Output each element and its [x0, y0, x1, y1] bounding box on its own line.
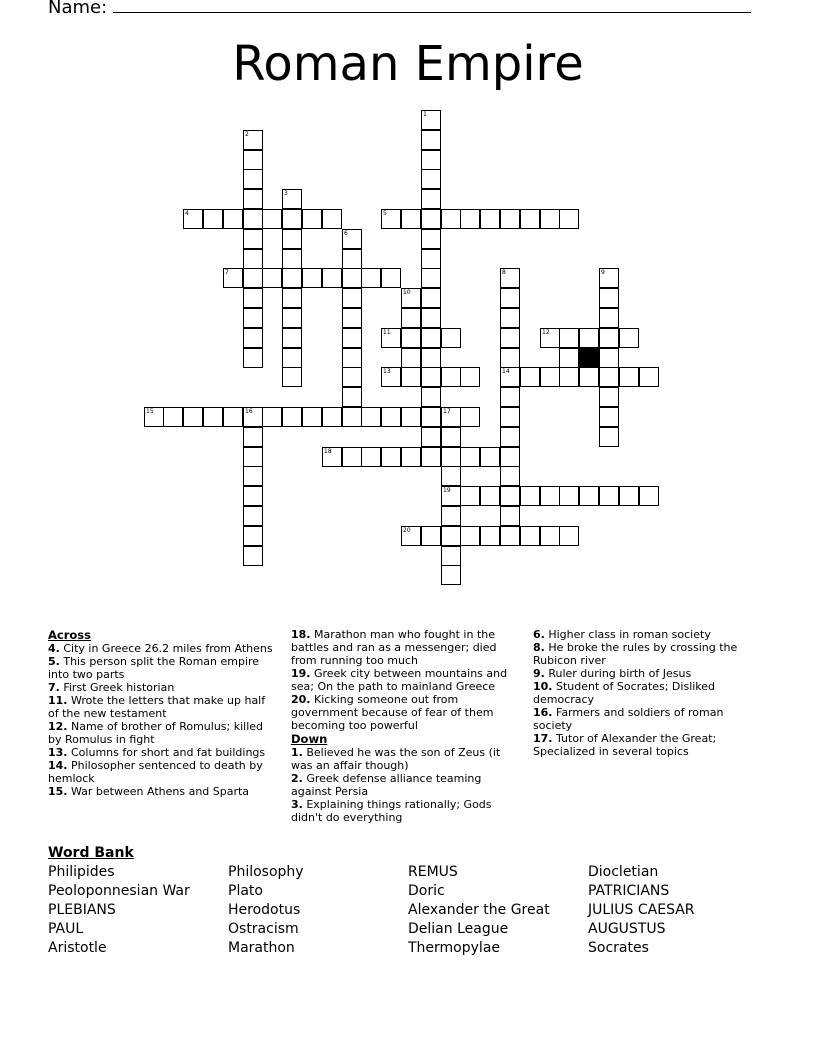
crossword-cell[interactable] — [599, 308, 619, 328]
crossword-cell[interactable] — [322, 407, 342, 427]
word-bank-item: Socrates — [588, 940, 649, 956]
crossword-cell[interactable] — [342, 407, 362, 427]
word-bank-item: Peoloponnesian War — [48, 883, 190, 899]
clue-down-16: 16. Farmers and soldiers of roman society — [533, 706, 724, 732]
crossword-cell[interactable] — [401, 288, 421, 308]
crossword-cell[interactable] — [243, 506, 263, 526]
crossword-cell[interactable] — [441, 407, 461, 427]
crossword-cell[interactable] — [243, 169, 263, 189]
clue-number: 19 — [443, 487, 451, 494]
crossword-cell[interactable] — [441, 526, 461, 546]
clue-across-18: 18. Marathon man who fought in the battles and ran as a messenger; died from running too much — [291, 628, 497, 667]
crossword-cell[interactable] — [619, 328, 639, 348]
crossword-cell[interactable] — [302, 407, 322, 427]
crossword-cell[interactable] — [401, 526, 421, 546]
crossword-cell[interactable] — [599, 288, 619, 308]
crossword-cell[interactable] — [322, 268, 342, 288]
crossword-cell[interactable] — [441, 209, 461, 229]
crossword-cell[interactable] — [441, 546, 461, 566]
crossword-black-square — [579, 348, 599, 368]
clue-number: 13 — [383, 368, 391, 375]
crossword-cell[interactable] — [342, 328, 362, 348]
clue-across-15: 15. War between Athens and Sparta — [48, 785, 250, 798]
crossword-cell[interactable] — [579, 328, 599, 348]
crossword-cell[interactable] — [579, 367, 599, 387]
crossword-cell[interactable] — [500, 209, 520, 229]
clue-number: 20 — [403, 527, 411, 534]
crossword-cell[interactable] — [342, 387, 362, 407]
clue-across-14: 14. Philosopher sentenced to death by hemlock — [48, 759, 263, 785]
clue-across-13: 13. Columns for short and fat buildings — [48, 746, 266, 759]
crossword-cell[interactable] — [361, 268, 381, 288]
clue-across-19: 19. Greek city between mountains and sea; On the path to mainland Greece — [291, 667, 508, 693]
crossword-cell[interactable] — [243, 249, 263, 269]
crossword-cell[interactable] — [243, 328, 263, 348]
clue-across-11: 11. Wrote the letters that make up half of the new testament — [48, 694, 266, 720]
word-bank-item: REMUS — [408, 864, 458, 880]
crossword-cell[interactable] — [421, 150, 441, 170]
crossword-cell[interactable] — [599, 268, 619, 288]
crossword-cell[interactable] — [441, 565, 461, 585]
crossword-cell[interactable] — [460, 447, 480, 467]
crossword-cell[interactable] — [243, 546, 263, 566]
crossword-cell[interactable] — [421, 110, 441, 130]
crossword-cell[interactable] — [282, 209, 302, 229]
crossword-cell[interactable] — [500, 486, 520, 506]
crossword-cell[interactable] — [401, 407, 421, 427]
crossword-cell[interactable] — [262, 209, 282, 229]
word-bank-item: Philosophy — [228, 864, 304, 880]
crossword-cell[interactable] — [282, 229, 302, 249]
word-bank-item: Alexander the Great — [408, 902, 550, 918]
crossword-cell[interactable] — [559, 526, 579, 546]
clue-number: 8 — [502, 269, 506, 276]
word-bank-item: Ostracism — [228, 921, 299, 937]
crossword-cell[interactable] — [342, 268, 362, 288]
crossword-cell[interactable] — [500, 348, 520, 368]
crossword-cell[interactable] — [500, 367, 520, 387]
clue-down-3: 3. Explaining things rationally; Gods didn't do everything — [291, 798, 492, 824]
crossword-cell[interactable] — [619, 367, 639, 387]
crossword-cell[interactable] — [520, 367, 540, 387]
crossword-cell[interactable] — [520, 209, 540, 229]
crossword-cell[interactable] — [599, 427, 619, 447]
crossword-cell[interactable] — [282, 189, 302, 209]
crossword-cell[interactable] — [480, 447, 500, 467]
crossword-cell[interactable] — [480, 209, 500, 229]
clues-column-3 — [533, 628, 758, 758]
crossword-cell[interactable] — [441, 447, 461, 467]
crossword-cell[interactable] — [401, 447, 421, 467]
crossword-cell[interactable] — [500, 308, 520, 328]
crossword-cell[interactable] — [540, 328, 560, 348]
crossword-cell[interactable] — [401, 308, 421, 328]
crossword-cell[interactable] — [282, 268, 302, 288]
word-bank-title: Word Bank — [48, 845, 134, 861]
crossword-cell[interactable] — [282, 328, 302, 348]
crossword-cell[interactable] — [262, 407, 282, 427]
crossword-cell[interactable] — [460, 407, 480, 427]
crossword-cell[interactable] — [282, 407, 302, 427]
crossword-cell[interactable] — [421, 328, 441, 348]
crossword-cell[interactable] — [203, 209, 223, 229]
crossword-cell[interactable] — [559, 328, 579, 348]
crossword-cell[interactable] — [243, 268, 263, 288]
crossword-cell[interactable] — [243, 288, 263, 308]
crossword-cell[interactable] — [144, 407, 164, 427]
crossword-cell[interactable] — [460, 526, 480, 546]
clue-number: 6 — [344, 230, 348, 237]
crossword-cell[interactable] — [540, 486, 560, 506]
word-bank-item: Doric — [408, 883, 445, 899]
crossword-cell[interactable] — [282, 308, 302, 328]
crossword-cell[interactable] — [480, 526, 500, 546]
crossword-cell[interactable] — [243, 466, 263, 486]
crossword-cell[interactable] — [599, 486, 619, 506]
crossword-cell[interactable] — [401, 367, 421, 387]
word-bank-item: PATRICIANS — [588, 883, 670, 899]
clue-number: 11 — [383, 329, 391, 336]
crossword-cell[interactable] — [500, 427, 520, 447]
word-bank-item: AUGUSTUS — [588, 921, 666, 937]
crossword-cell[interactable] — [421, 526, 441, 546]
crossword-cell[interactable] — [381, 447, 401, 467]
crossword-cell[interactable] — [243, 189, 263, 209]
crossword-cell[interactable] — [421, 387, 441, 407]
word-bank-item: Thermopylae — [408, 940, 501, 956]
crossword-cell[interactable] — [243, 447, 263, 467]
clue-number: 4 — [185, 210, 189, 217]
clue-down-9: 9. Ruler during birth of Jesus — [533, 667, 692, 680]
word-bank-item: PLEBIANS — [48, 902, 116, 918]
crossword-cell[interactable] — [163, 407, 183, 427]
crossword-cell[interactable] — [421, 427, 441, 447]
crossword-cell[interactable] — [401, 209, 421, 229]
crossword-cell[interactable] — [342, 229, 362, 249]
crossword-cell[interactable] — [421, 169, 441, 189]
clues-column-2 — [291, 628, 521, 824]
crossword-cell[interactable] — [500, 506, 520, 526]
clue-down-10: 10. Student of Socrates; Disliked democracy — [533, 680, 716, 706]
crossword-cell[interactable] — [480, 486, 500, 506]
clue-number: 7 — [225, 269, 229, 276]
clue-number: 9 — [601, 269, 605, 276]
crossword-cell[interactable] — [322, 209, 342, 229]
crossword-cell[interactable] — [599, 348, 619, 368]
crossword-cell[interactable] — [559, 348, 579, 368]
clue-down-2: 2. Greek defense alliance teaming against Persia — [291, 772, 482, 798]
crossword-cell[interactable] — [421, 209, 441, 229]
clue-down-6: 6. Higher class in roman society — [533, 628, 711, 641]
crossword-cell[interactable] — [540, 209, 560, 229]
word-bank-item: Delian League — [408, 921, 509, 937]
name-label: Name: — [48, 0, 108, 18]
crossword-cell[interactable] — [223, 407, 243, 427]
crossword-cell[interactable] — [243, 348, 263, 368]
crossword-cell[interactable] — [540, 526, 560, 546]
clue-number: 10 — [403, 289, 411, 296]
word-bank-item: JULIUS CAESAR — [588, 902, 695, 918]
crossword-cell[interactable] — [243, 209, 263, 229]
crossword-cell[interactable] — [639, 367, 659, 387]
crossword-cell[interactable] — [559, 367, 579, 387]
word-bank-item: Diocletian — [588, 864, 659, 880]
clue-down-17: 17. Tutor of Alexander the Great; Specialized in several topics — [533, 732, 717, 758]
crossword-cell[interactable] — [183, 209, 203, 229]
crossword-cell[interactable] — [421, 308, 441, 328]
crossword-cell[interactable] — [282, 288, 302, 308]
across-heading: Across — [48, 628, 91, 642]
word-bank-item: Herodotus — [228, 902, 301, 918]
clue-down-1: 1. Believed he was the son of Zeus (it was an affair though) — [291, 746, 501, 772]
clue-number: 1 — [423, 111, 427, 118]
clue-down-8: 8. He broke the rules by crossing the Rubicon river — [533, 641, 738, 667]
crossword-cell[interactable] — [441, 506, 461, 526]
crossword-cell[interactable] — [282, 348, 302, 368]
clue-number: 18 — [324, 448, 332, 455]
crossword-cell[interactable] — [599, 328, 619, 348]
crossword-cell[interactable] — [361, 407, 381, 427]
crossword-cell[interactable] — [441, 486, 461, 506]
crossword-cell[interactable] — [441, 466, 461, 486]
crossword-cell[interactable] — [421, 130, 441, 150]
clue-across-4: 4. City in Greece 26.2 miles from Athens — [48, 642, 273, 655]
crossword-cell[interactable] — [243, 526, 263, 546]
crossword-cell[interactable] — [599, 407, 619, 427]
word-bank-item: Plato — [228, 883, 263, 899]
crossword-cell[interactable] — [401, 348, 421, 368]
crossword-cell[interactable] — [500, 447, 520, 467]
clue-across-20: 20. Kicking someone out from government because of fear of them becoming too powerful — [291, 693, 494, 732]
crossword-cell[interactable] — [500, 466, 520, 486]
crossword-cell[interactable] — [342, 447, 362, 467]
crossword-cell[interactable] — [302, 209, 322, 229]
clue-number: 15 — [146, 408, 154, 415]
crossword-cell[interactable] — [381, 367, 401, 387]
crossword-cell[interactable] — [342, 348, 362, 368]
crossword-cell[interactable] — [342, 367, 362, 387]
crossword-cell[interactable] — [421, 447, 441, 467]
crossword-cell[interactable] — [500, 328, 520, 348]
crossword-cell[interactable] — [243, 407, 263, 427]
crossword-cell[interactable] — [243, 486, 263, 506]
clue-number: 5 — [383, 210, 387, 217]
clue-number: 3 — [284, 190, 288, 197]
crossword-cell[interactable] — [282, 249, 302, 269]
crossword-cell[interactable] — [500, 387, 520, 407]
crossword-cell[interactable] — [599, 367, 619, 387]
crossword-cell[interactable] — [421, 407, 441, 427]
clue-number: 12 — [542, 329, 550, 336]
crossword-cell[interactable] — [441, 328, 461, 348]
word-bank-item: Philipides — [48, 864, 115, 880]
crossword-cell[interactable] — [381, 328, 401, 348]
crossword-cell[interactable] — [421, 189, 441, 209]
crossword-cell[interactable] — [322, 447, 342, 467]
crossword-cell[interactable] — [243, 150, 263, 170]
crossword-cell[interactable] — [342, 249, 362, 269]
crossword-cell[interactable] — [540, 367, 560, 387]
crossword-cell[interactable] — [223, 209, 243, 229]
crossword-cell[interactable] — [421, 268, 441, 288]
crossword-cell[interactable] — [460, 209, 480, 229]
crossword-cell[interactable] — [500, 526, 520, 546]
clue-number: 16 — [245, 408, 253, 415]
crossword-cell[interactable] — [342, 308, 362, 328]
crossword-cell[interactable] — [500, 268, 520, 288]
crossword-cell[interactable] — [619, 486, 639, 506]
clue-across-7: 7. First Greek historian — [48, 681, 175, 694]
crossword-cell[interactable] — [559, 209, 579, 229]
crossword-cell[interactable] — [262, 268, 282, 288]
crossword-cell[interactable] — [441, 427, 461, 447]
crossword-cell[interactable] — [520, 486, 540, 506]
crossword-cell[interactable] — [599, 387, 619, 407]
crossword-cell[interactable] — [282, 367, 302, 387]
crossword-cell[interactable] — [500, 407, 520, 427]
clues-column-1 — [48, 628, 278, 798]
crossword-cell[interactable] — [500, 288, 520, 308]
clue-across-5: 5. This person split the Roman empire into two parts — [48, 655, 260, 681]
crossword-cell[interactable] — [520, 526, 540, 546]
crossword-cell[interactable] — [183, 407, 203, 427]
crossword-cell[interactable] — [421, 288, 441, 308]
crossword-cell[interactable] — [381, 407, 401, 427]
crossword-cell[interactable] — [460, 367, 480, 387]
down-heading: Down — [291, 732, 328, 746]
crossword-cell[interactable] — [243, 427, 263, 447]
crossword-cell[interactable] — [441, 367, 461, 387]
crossword-cell[interactable] — [223, 268, 243, 288]
crossword-cell[interactable] — [243, 130, 263, 150]
word-bank-item: PAUL — [48, 921, 84, 937]
page-title: Roman Empire — [232, 36, 584, 92]
crossword-cell[interactable] — [203, 407, 223, 427]
crossword-cell[interactable] — [421, 348, 441, 368]
crossword-cell[interactable] — [361, 447, 381, 467]
crossword-cell[interactable] — [401, 328, 421, 348]
crossword-cell[interactable] — [342, 288, 362, 308]
crossword-cell[interactable] — [302, 268, 322, 288]
clue-across-12: 12. Name of brother of Romulus; killed by Romulus in fight — [48, 720, 264, 746]
crossword-cell[interactable] — [639, 486, 659, 506]
clue-number: 14 — [502, 368, 510, 375]
crossword-cell[interactable] — [381, 268, 401, 288]
clue-number: 2 — [245, 131, 249, 138]
crossword-cell[interactable] — [421, 229, 441, 249]
crossword-cell[interactable] — [460, 486, 480, 506]
crossword-cell[interactable] — [579, 486, 599, 506]
word-bank-item: Aristotle — [48, 940, 107, 956]
crossword-cell[interactable] — [421, 249, 441, 269]
word-bank-item: Marathon — [228, 940, 295, 956]
crossword-cell[interactable] — [381, 209, 401, 229]
crossword-cell[interactable] — [559, 486, 579, 506]
crossword-cell[interactable] — [243, 308, 263, 328]
crossword-cell[interactable] — [243, 229, 263, 249]
crossword-cell[interactable] — [421, 367, 441, 387]
clue-number: 17 — [443, 408, 451, 415]
